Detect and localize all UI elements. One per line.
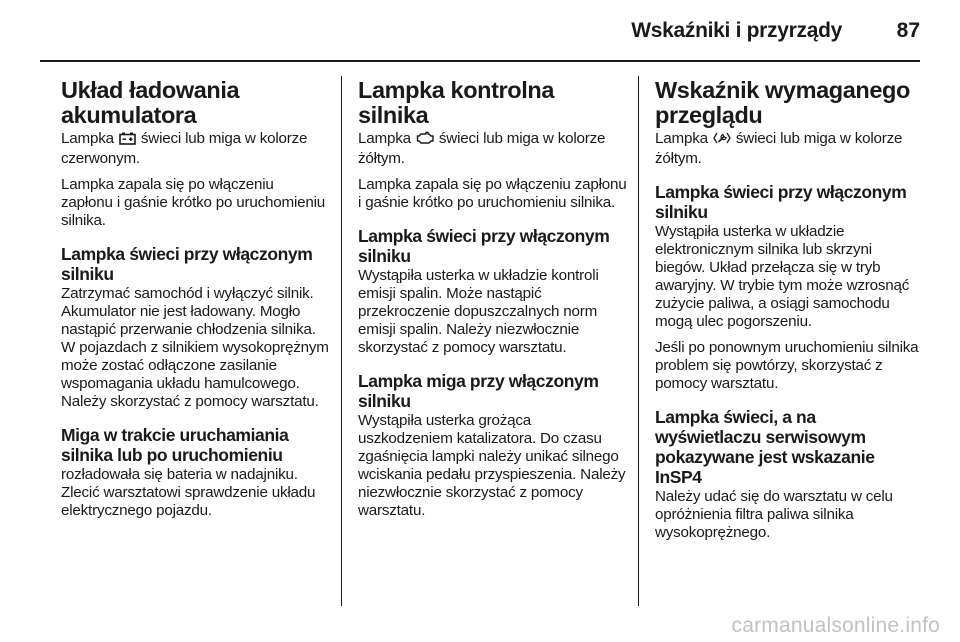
subsection-text: Zatrzymać samochód i wyłączyć silnik. Akumulator nie jest ładowany. Mogło nastąpić przerwanie chłodzenia silnika. W pojazdach z silnikiem wysokoprężnym może zostać odłączone zasilanie wspomagania układu hamulcowego. Należy skorzystać z pomocy warsztatu. bbox=[61, 285, 329, 410]
subsection-text: Wystąpiła usterka w układzie elektronicznym silnika lub skrzyni biegów. Układ przełącza się w tryb awaryjny. W trybie tym może wzrosnąć zużycie paliwa, a osiągi samochodu mogą ulec pogorszeniu. bbox=[655, 223, 910, 330]
subsection-text: Należy udać się do warsztatu w celu opróżnienia filtra paliwa silnika wysokoprężnego. bbox=[655, 488, 893, 541]
page-header bbox=[0, 0, 960, 52]
column-battery-charging bbox=[61, 78, 329, 528]
subsection-heading: Lampka świeci przy włączonym silniku bbox=[655, 182, 907, 222]
intro-paragraph: Lampka świeci lub miga w kolorze czerwonym. bbox=[61, 130, 308, 167]
intro-paragraph: Lampka świeci lub miga w kolorze żółtym. bbox=[358, 130, 606, 167]
subsection-heading: Lampka świeci przy włączonym silniku bbox=[358, 226, 610, 266]
column-divider-1 bbox=[341, 76, 342, 606]
intro-paragraph-2: Lampka zapala się po włączeniu zapłonu i gaśnie krótko po uruchomieniu silnika. bbox=[61, 176, 326, 229]
subsection-heading: Lampka świeci przy włączonym silniku bbox=[61, 244, 313, 284]
intro-paragraph: Lampka świeci lub miga w kolorze żółtym. bbox=[655, 130, 903, 167]
page-section-title: Wskaźniki i przyrządy bbox=[631, 19, 842, 42]
watermark: carmanualsonline.info bbox=[731, 614, 940, 637]
subsection-text-2: Jeśli po ponownym uruchomieniu silnika problem się powtórzy, skorzystać z pomocy warsztatu. bbox=[655, 339, 919, 392]
subsection-heading: Lampka świeci, a na wyświetlaczu serwisowym pokazywane jest wskazanie InSP4 bbox=[655, 407, 875, 487]
intro-paragraph-2: Lampka zapala się po włączeniu zapłonu i gaśnie krótko po uruchomieniu silnika. bbox=[358, 176, 627, 211]
subsection-text: Wystąpiła usterka w układzie kontroli emisji spalin. Może nastąpić przekroczenie dopuszczalnych norm emisji spalin. Należy niezwłocznie skorzystać z pomocy warsztatu. bbox=[358, 267, 599, 356]
subsection-text: rozładowała się bateria w nadajniku. Zlecić warsztatowi sprawdzenie układu elektrycznego pojazdu. bbox=[61, 466, 316, 519]
engine-check-icon bbox=[416, 131, 434, 150]
subsection-text: Wystąpiła usterka grożąca uszkodzeniem katalizatora. Do czasu zgaśnięcia lampki należy unikać silnego wciskania pedału przyspieszenia. Należy niezwłocznie skorzystać z pomocy warsztatu. bbox=[358, 412, 626, 519]
column-engine-check bbox=[358, 78, 628, 528]
column-divider-2 bbox=[638, 76, 639, 606]
section-title: Lampka kontrolna silnika bbox=[358, 77, 555, 128]
section-title: Układ ładowania akumulatora bbox=[61, 77, 240, 128]
subsection-heading: Miga w trakcie uruchamiania silnika lub po uruchomieniu bbox=[61, 425, 289, 465]
section-title: Wskaźnik wymaganego przeglądu bbox=[655, 77, 910, 128]
column-service-indicator bbox=[655, 78, 925, 550]
subsection-heading: Lampka miga przy włączonym silniku bbox=[358, 371, 599, 411]
header-divider bbox=[40, 60, 920, 62]
service-wrench-icon bbox=[713, 131, 731, 150]
battery-icon bbox=[119, 132, 136, 150]
page-number: 87 bbox=[896, 19, 920, 42]
